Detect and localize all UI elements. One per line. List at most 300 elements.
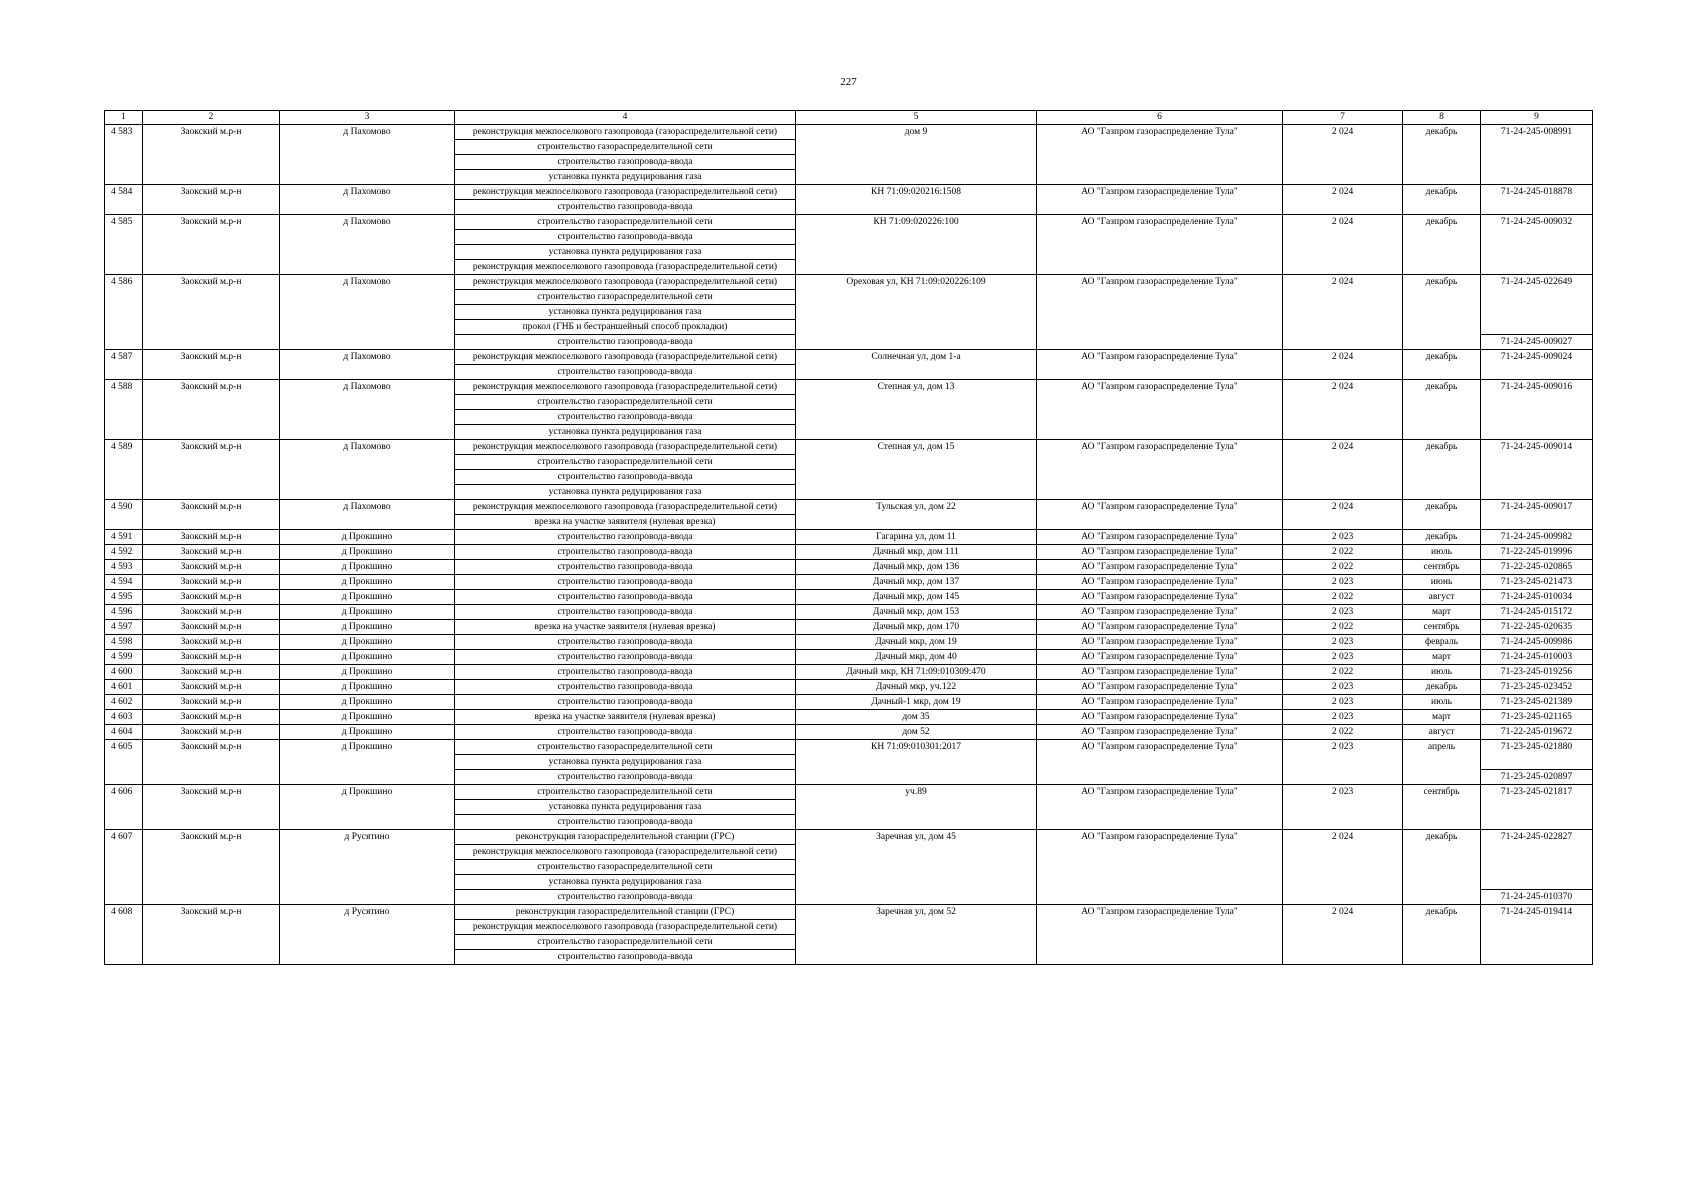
application-code: 71-24-245-018878 bbox=[1500, 187, 1573, 197]
table-row bbox=[105, 380, 1593, 440]
month-cell: июль bbox=[1403, 665, 1481, 680]
work-item: строительство газопровода-ввода bbox=[455, 155, 795, 170]
address-cell: Дачный мкр, дом 40 bbox=[796, 650, 1037, 665]
month-cell: декабрь bbox=[1403, 275, 1481, 350]
work-item: строительство газопровода-ввода bbox=[455, 410, 795, 425]
application-code: 71-23-245-021473 bbox=[1500, 577, 1573, 587]
district-cell: Заокский м.р-н bbox=[143, 635, 280, 650]
work-item: строительство газопровода-ввода bbox=[557, 607, 693, 617]
address-cell: Дачный мкр, дом 19 bbox=[796, 635, 1037, 650]
work-item: реконструкция межпоселкового газопровода (газораспределительной сети) bbox=[455, 185, 795, 200]
year-cell: 2 024 bbox=[1283, 380, 1403, 440]
row-number-cell: 4 590 bbox=[105, 500, 143, 530]
table-row bbox=[105, 530, 1593, 545]
code-cell bbox=[1481, 440, 1593, 500]
address-cell: Заречная ул, дом 52 bbox=[796, 905, 1037, 965]
organization-cell: АО "Газпром газораспределение Тула" bbox=[1037, 500, 1283, 530]
work-item: строительство газораспределительной сети bbox=[455, 140, 795, 155]
application-code: 71-24-245-022649 bbox=[1500, 277, 1573, 287]
works-cell bbox=[455, 665, 796, 680]
table-row bbox=[105, 830, 1593, 905]
application-code: 71-22-245-020865 bbox=[1500, 562, 1573, 572]
code-cell bbox=[1481, 215, 1593, 275]
address-cell: дом 35 bbox=[796, 710, 1037, 725]
district-cell: Заокский м.р-н bbox=[143, 125, 280, 185]
application-code: 71-22-245-019672 bbox=[1500, 727, 1573, 737]
work-item: строительство газораспределительной сети bbox=[455, 935, 795, 950]
year-cell: 2 023 bbox=[1283, 635, 1403, 650]
code-cell bbox=[1481, 530, 1593, 545]
organization-cell: АО "Газпром газораспределение Тула" bbox=[1037, 350, 1283, 380]
row-number-cell: 4 595 bbox=[105, 590, 143, 605]
application-code: 71-24-245-010003 bbox=[1500, 652, 1573, 662]
work-item: установка пункта редуцирования газа bbox=[548, 172, 702, 182]
month-cell: июль bbox=[1403, 545, 1481, 560]
month-cell: сентябрь bbox=[1403, 785, 1481, 830]
work-item: установка пункта редуцирования газа bbox=[548, 487, 702, 497]
work-item: строительство газопровода-ввода bbox=[557, 592, 693, 602]
address-cell: уч.89 bbox=[796, 785, 1037, 830]
work-item: реконструкция межпоселкового газопровода (газораспределительной сети) bbox=[455, 500, 795, 515]
table-row bbox=[105, 635, 1593, 650]
work-item: реконструкция межпоселкового газопровода (газораспределительной сети) bbox=[455, 440, 795, 455]
district-cell: Заокский м.р-н bbox=[143, 440, 280, 500]
works-cell bbox=[455, 215, 796, 275]
code-cell bbox=[1481, 545, 1593, 560]
works-cell bbox=[455, 185, 796, 215]
table-row bbox=[105, 500, 1593, 530]
district-cell: Заокский м.р-н bbox=[143, 740, 280, 785]
settlement-cell: д Прокшино bbox=[280, 545, 455, 560]
row-number-cell: 4 585 bbox=[105, 215, 143, 275]
address-cell: Дачный мкр, дом 111 bbox=[796, 545, 1037, 560]
district-cell: Заокский м.р-н bbox=[143, 575, 280, 590]
address-cell: Дачный мкр, уч.122 bbox=[796, 680, 1037, 695]
row-number-cell: 4 589 bbox=[105, 440, 143, 500]
month-cell: июнь bbox=[1403, 575, 1481, 590]
work-item: строительство газопровода-ввода bbox=[557, 532, 693, 542]
district-cell: Заокский м.р-н bbox=[143, 275, 280, 350]
work-item: строительство газораспределительной сети bbox=[455, 860, 795, 875]
column-header: 4 bbox=[455, 111, 796, 125]
district-cell: Заокский м.р-н bbox=[143, 905, 280, 965]
settlement-cell: д Прокшино bbox=[280, 590, 455, 605]
gas-connection-table bbox=[104, 110, 1593, 965]
application-code: 71-23-245-021817 bbox=[1500, 787, 1573, 797]
organization-cell: АО "Газпром газораспределение Тула" bbox=[1037, 620, 1283, 635]
table-row bbox=[105, 695, 1593, 710]
organization-cell: АО "Газпром газораспределение Тула" bbox=[1037, 710, 1283, 725]
year-cell: 2 024 bbox=[1283, 185, 1403, 215]
works-cell bbox=[455, 275, 796, 350]
organization-cell: АО "Газпром газораспределение Тула" bbox=[1037, 785, 1283, 830]
organization-cell: АО "Газпром газораспределение Тула" bbox=[1037, 185, 1283, 215]
row-number-cell: 4 598 bbox=[105, 635, 143, 650]
code-cell bbox=[1481, 500, 1593, 530]
organization-cell: АО "Газпром газораспределение Тула" bbox=[1037, 545, 1283, 560]
row-number-cell: 4 591 bbox=[105, 530, 143, 545]
column-header: 8 bbox=[1403, 111, 1481, 125]
table-row bbox=[105, 710, 1593, 725]
table-row bbox=[105, 350, 1593, 380]
address-cell: дом 9 bbox=[796, 125, 1037, 185]
code-cell bbox=[1481, 635, 1593, 650]
work-item: строительство газопровода-ввода bbox=[557, 652, 693, 662]
row-number-cell: 4 587 bbox=[105, 350, 143, 380]
work-item: реконструкция межпоселкового газопровода (газораспределительной сети) bbox=[455, 275, 795, 290]
organization-cell: АО "Газпром газораспределение Тула" bbox=[1037, 740, 1283, 785]
address-cell: Дачный мкр, дом 136 bbox=[796, 560, 1037, 575]
table-row bbox=[105, 440, 1593, 500]
works-cell bbox=[455, 635, 796, 650]
district-cell: Заокский м.р-н bbox=[143, 620, 280, 635]
application-code: 71-24-245-022827 bbox=[1500, 832, 1573, 842]
work-item: строительство газопровода-ввода bbox=[557, 697, 693, 707]
settlement-cell: д Прокшино bbox=[280, 560, 455, 575]
month-cell: декабрь bbox=[1403, 440, 1481, 500]
row-number-cell: 4 606 bbox=[105, 785, 143, 830]
application-code: 71-24-245-015172 bbox=[1500, 607, 1573, 617]
district-cell: Заокский м.р-н bbox=[143, 785, 280, 830]
year-cell: 2 024 bbox=[1283, 350, 1403, 380]
works-cell bbox=[455, 560, 796, 575]
address-cell: Дачный мкр, КН 71:09:010309:470 bbox=[796, 665, 1037, 680]
work-item: прокол (ГНБ и бестраншейный способ прокладки) bbox=[455, 320, 795, 335]
table-row bbox=[105, 185, 1593, 215]
settlement-cell: д Русятино bbox=[280, 905, 455, 965]
month-cell: март bbox=[1403, 605, 1481, 620]
organization-cell: АО "Газпром газораспределение Тула" bbox=[1037, 215, 1283, 275]
organization-cell: АО "Газпром газораспределение Тула" bbox=[1037, 380, 1283, 440]
row-number-cell: 4 602 bbox=[105, 695, 143, 710]
row-number-cell: 4 597 bbox=[105, 620, 143, 635]
work-item: строительство газопровода-ввода bbox=[455, 470, 795, 485]
application-code: 71-24-245-009032 bbox=[1500, 217, 1573, 227]
work-item: установка пункта редуцирования газа bbox=[548, 427, 702, 437]
district-cell: Заокский м.р-н bbox=[143, 500, 280, 530]
application-code: 71-24-245-009982 bbox=[1500, 532, 1573, 542]
table-row bbox=[105, 665, 1593, 680]
month-cell: март bbox=[1403, 710, 1481, 725]
application-code: 71-23-245-021880 bbox=[1500, 742, 1573, 752]
table-row bbox=[105, 560, 1593, 575]
work-item: строительство газопровода-ввода bbox=[557, 892, 693, 902]
settlement-cell: д Прокшино bbox=[280, 740, 455, 785]
address-cell: КН 71:09:020226:100 bbox=[796, 215, 1037, 275]
month-cell: март bbox=[1403, 650, 1481, 665]
year-cell: 2 024 bbox=[1283, 440, 1403, 500]
works-cell bbox=[455, 830, 796, 905]
organization-cell: АО "Газпром газораспределение Тула" bbox=[1037, 905, 1283, 965]
row-number-cell: 4 601 bbox=[105, 680, 143, 695]
work-item: строительство газопровода-ввода bbox=[557, 367, 693, 377]
code-cell bbox=[1481, 590, 1593, 605]
application-code: 71-23-245-021389 bbox=[1500, 697, 1573, 707]
address-cell: Гагарина ул, дом 11 bbox=[796, 530, 1037, 545]
district-cell: Заокский м.р-н bbox=[143, 710, 280, 725]
application-code: 71-24-245-008991 bbox=[1500, 127, 1573, 137]
work-item: строительство газопровода-ввода bbox=[557, 637, 693, 647]
month-cell: декабрь bbox=[1403, 680, 1481, 695]
work-item: установка пункта редуцирования газа bbox=[455, 755, 795, 770]
application-code: 71-23-245-019256 bbox=[1500, 667, 1573, 677]
table-header-row bbox=[105, 111, 1593, 125]
district-cell: Заокский м.р-н bbox=[143, 665, 280, 680]
organization-cell: АО "Газпром газораспределение Тула" bbox=[1037, 530, 1283, 545]
row-number-cell: 4 588 bbox=[105, 380, 143, 440]
works-cell bbox=[455, 350, 796, 380]
table-body bbox=[105, 125, 1593, 965]
month-cell: сентябрь bbox=[1403, 560, 1481, 575]
district-cell: Заокский м.р-н bbox=[143, 545, 280, 560]
table-row bbox=[105, 275, 1593, 350]
row-number-cell: 4 586 bbox=[105, 275, 143, 350]
district-cell: Заокский м.р-н bbox=[143, 380, 280, 440]
work-item: строительство газораспределительной сети bbox=[455, 785, 795, 800]
application-code: 71-23-245-023452 bbox=[1500, 682, 1573, 692]
table-row bbox=[105, 590, 1593, 605]
settlement-cell: д Прокшино bbox=[280, 695, 455, 710]
year-cell: 2 023 bbox=[1283, 680, 1403, 695]
address-cell: Дачный мкр, дом 153 bbox=[796, 605, 1037, 620]
settlement-cell: д Прокшино bbox=[280, 605, 455, 620]
district-cell: Заокский м.р-н bbox=[143, 215, 280, 275]
works-cell bbox=[455, 620, 796, 635]
work-item: строительство газораспределительной сети bbox=[455, 290, 795, 305]
application-code: 71-24-245-009017 bbox=[1500, 502, 1573, 512]
address-cell: КН 71:09:010301:2017 bbox=[796, 740, 1037, 785]
work-item: установка пункта редуцирования газа bbox=[455, 800, 795, 815]
works-cell bbox=[455, 905, 796, 965]
work-item: реконструкция межпоселкового газопровода (газораспределительной сети) bbox=[455, 125, 795, 140]
column-header: 9 bbox=[1481, 111, 1593, 125]
application-code: 71-24-245-009024 bbox=[1500, 352, 1573, 362]
works-cell bbox=[455, 380, 796, 440]
month-cell: декабрь bbox=[1403, 350, 1481, 380]
work-item: строительство газопровода-ввода bbox=[557, 952, 693, 962]
organization-cell: АО "Газпром газораспределение Тула" bbox=[1037, 575, 1283, 590]
year-cell: 2 023 bbox=[1283, 605, 1403, 620]
settlement-cell: д Прокшино bbox=[280, 710, 455, 725]
year-cell: 2 024 bbox=[1283, 830, 1403, 905]
year-cell: 2 024 bbox=[1283, 500, 1403, 530]
table-row bbox=[105, 680, 1593, 695]
settlement-cell: д Прокшино bbox=[280, 575, 455, 590]
address-cell: Степная ул, дом 15 bbox=[796, 440, 1037, 500]
organization-cell: АО "Газпром газораспределение Тула" bbox=[1037, 830, 1283, 905]
settlement-cell: д Пахомово bbox=[280, 500, 455, 530]
application-code: 71-23-245-020897 bbox=[1481, 769, 1592, 784]
work-item: врезка на участке заявителя (нулевая врезка) bbox=[534, 517, 716, 527]
code-cell bbox=[1481, 560, 1593, 575]
works-cell bbox=[455, 650, 796, 665]
row-number-cell: 4 583 bbox=[105, 125, 143, 185]
application-code: 71-24-245-010370 bbox=[1481, 889, 1592, 904]
row-number-cell: 4 605 bbox=[105, 740, 143, 785]
organization-cell: АО "Газпром газораспределение Тула" bbox=[1037, 440, 1283, 500]
works-cell bbox=[455, 710, 796, 725]
works-cell bbox=[455, 545, 796, 560]
year-cell: 2 023 bbox=[1283, 695, 1403, 710]
month-cell: июль bbox=[1403, 695, 1481, 710]
work-item: строительство газопровода-ввода bbox=[557, 772, 693, 782]
month-cell: декабрь bbox=[1403, 125, 1481, 185]
address-cell: Дачный мкр, дом 170 bbox=[796, 620, 1037, 635]
code-cell bbox=[1481, 830, 1593, 905]
organization-cell: АО "Газпром газораспределение Тула" bbox=[1037, 635, 1283, 650]
month-cell: август bbox=[1403, 590, 1481, 605]
settlement-cell: д Пахомово bbox=[280, 185, 455, 215]
code-cell bbox=[1481, 695, 1593, 710]
works-cell bbox=[455, 590, 796, 605]
settlement-cell: д Прокшино bbox=[280, 650, 455, 665]
settlement-cell: д Пахомово bbox=[280, 275, 455, 350]
settlement-cell: д Пахомово bbox=[280, 440, 455, 500]
work-item: строительство газопровода-ввода bbox=[557, 817, 693, 827]
address-cell: Дачный-1 мкр, дом 19 bbox=[796, 695, 1037, 710]
address-cell: Солнечная ул, дом 1-а bbox=[796, 350, 1037, 380]
table-row bbox=[105, 650, 1593, 665]
district-cell: Заокский м.р-н bbox=[143, 830, 280, 905]
address-cell: Тульская ул, дом 22 bbox=[796, 500, 1037, 530]
work-item: реконструкция газораспределительной станции (ГРС) bbox=[455, 905, 795, 920]
year-cell: 2 024 bbox=[1283, 905, 1403, 965]
application-code: 71-22-245-019996 bbox=[1500, 547, 1573, 557]
year-cell: 2 022 bbox=[1283, 545, 1403, 560]
month-cell: август bbox=[1403, 725, 1481, 740]
row-number-cell: 4 599 bbox=[105, 650, 143, 665]
month-cell: декабрь bbox=[1403, 500, 1481, 530]
district-cell: Заокский м.р-н bbox=[143, 725, 280, 740]
district-cell: Заокский м.р-н bbox=[143, 560, 280, 575]
settlement-cell: д Прокшино bbox=[280, 725, 455, 740]
work-item: строительство газораспределительной сети bbox=[455, 215, 795, 230]
work-item: установка пункта редуцирования газа bbox=[455, 305, 795, 320]
code-cell bbox=[1481, 125, 1593, 185]
works-cell bbox=[455, 605, 796, 620]
organization-cell: АО "Газпром газораспределение Тула" bbox=[1037, 125, 1283, 185]
work-item: реконструкция межпоселкового газопровода (газораспределительной сети) bbox=[472, 262, 778, 272]
work-item: строительство газопровода-ввода bbox=[557, 727, 693, 737]
year-cell: 2 023 bbox=[1283, 650, 1403, 665]
row-number-cell: 4 596 bbox=[105, 605, 143, 620]
work-item: строительство газопровода-ввода bbox=[455, 230, 795, 245]
month-cell: декабрь bbox=[1403, 380, 1481, 440]
year-cell: 2 024 bbox=[1283, 215, 1403, 275]
works-cell bbox=[455, 680, 796, 695]
year-cell: 2 022 bbox=[1283, 620, 1403, 635]
code-cell bbox=[1481, 710, 1593, 725]
month-cell: декабрь bbox=[1403, 530, 1481, 545]
year-cell: 2 023 bbox=[1283, 575, 1403, 590]
row-number-cell: 4 608 bbox=[105, 905, 143, 965]
district-cell: Заокский м.р-н bbox=[143, 605, 280, 620]
settlement-cell: д Пахомово bbox=[280, 380, 455, 440]
address-cell: КН 71:09:020216:1508 bbox=[796, 185, 1037, 215]
address-cell: Дачный мкр, дом 145 bbox=[796, 590, 1037, 605]
settlement-cell: д Пахомово bbox=[280, 350, 455, 380]
application-code: 71-22-245-020635 bbox=[1500, 622, 1573, 632]
year-cell: 2 023 bbox=[1283, 785, 1403, 830]
organization-cell: АО "Газпром газораспределение Тула" bbox=[1037, 680, 1283, 695]
table-row bbox=[105, 725, 1593, 740]
works-cell bbox=[455, 125, 796, 185]
table-row bbox=[105, 215, 1593, 275]
work-item: строительство газопровода-ввода bbox=[557, 337, 693, 347]
row-number-cell: 4 600 bbox=[105, 665, 143, 680]
application-code: 71-24-245-010034 bbox=[1500, 592, 1573, 602]
settlement-cell: д Прокшино bbox=[280, 620, 455, 635]
work-item: реконструкция межпоселкового газопровода (газораспределительной сети) bbox=[455, 350, 795, 365]
row-number-cell: 4 592 bbox=[105, 545, 143, 560]
year-cell: 2 023 bbox=[1283, 530, 1403, 545]
address-cell: Дачный мкр, дом 137 bbox=[796, 575, 1037, 590]
row-number-cell: 4 594 bbox=[105, 575, 143, 590]
work-item: строительство газопровода-ввода bbox=[557, 682, 693, 692]
organization-cell: АО "Газпром газораспределение Тула" bbox=[1037, 590, 1283, 605]
work-item: строительство газопровода-ввода bbox=[557, 577, 693, 587]
district-cell: Заокский м.р-н bbox=[143, 590, 280, 605]
code-cell bbox=[1481, 650, 1593, 665]
organization-cell: АО "Газпром газораспределение Тула" bbox=[1037, 695, 1283, 710]
organization-cell: АО "Газпром газораспределение Тула" bbox=[1037, 275, 1283, 350]
column-header: 3 bbox=[280, 111, 455, 125]
work-item: строительство газопровода-ввода bbox=[557, 202, 693, 212]
row-number-cell: 4 604 bbox=[105, 725, 143, 740]
settlement-cell: д Прокшино bbox=[280, 635, 455, 650]
address-cell: Ореховая ул, КН 71:09:020226:109 bbox=[796, 275, 1037, 350]
organization-cell: АО "Газпром газораспределение Тула" bbox=[1037, 605, 1283, 620]
year-cell: 2 022 bbox=[1283, 560, 1403, 575]
work-item: строительство газораспределительной сети bbox=[455, 395, 795, 410]
code-cell bbox=[1481, 350, 1593, 380]
settlement-cell: д Пахомово bbox=[280, 215, 455, 275]
application-code: 71-24-245-009986 bbox=[1500, 637, 1573, 647]
code-cell bbox=[1481, 740, 1593, 785]
settlement-cell: д Прокшино bbox=[280, 785, 455, 830]
month-cell: апрель bbox=[1403, 740, 1481, 785]
work-item: строительство газопровода-ввода bbox=[557, 547, 693, 557]
code-cell bbox=[1481, 605, 1593, 620]
year-cell: 2 023 bbox=[1283, 740, 1403, 785]
column-header: 7 bbox=[1283, 111, 1403, 125]
year-cell: 2 022 bbox=[1283, 725, 1403, 740]
table-row bbox=[105, 905, 1593, 965]
year-cell: 2 024 bbox=[1283, 125, 1403, 185]
code-cell bbox=[1481, 620, 1593, 635]
district-cell: Заокский м.р-н bbox=[143, 650, 280, 665]
settlement-cell: д Прокшино bbox=[280, 665, 455, 680]
month-cell: декабрь bbox=[1403, 185, 1481, 215]
column-header: 2 bbox=[143, 111, 280, 125]
table-row bbox=[105, 785, 1593, 830]
address-cell: Степная ул, дом 13 bbox=[796, 380, 1037, 440]
work-item: строительство газораспределительной сети bbox=[455, 455, 795, 470]
table-row bbox=[105, 740, 1593, 785]
organization-cell: АО "Газпром газораспределение Тула" bbox=[1037, 665, 1283, 680]
month-cell: сентябрь bbox=[1403, 620, 1481, 635]
works-cell bbox=[455, 530, 796, 545]
code-cell bbox=[1481, 275, 1593, 350]
row-number-cell: 4 603 bbox=[105, 710, 143, 725]
work-item: строительство газопровода-ввода bbox=[557, 667, 693, 677]
work-item: установка пункта редуцирования газа bbox=[455, 245, 795, 260]
works-cell bbox=[455, 740, 796, 785]
organization-cell: АО "Газпром газораспределение Тула" bbox=[1037, 725, 1283, 740]
works-cell bbox=[455, 440, 796, 500]
column-header: 1 bbox=[105, 111, 143, 125]
application-code: 71-24-245-009027 bbox=[1481, 334, 1592, 349]
